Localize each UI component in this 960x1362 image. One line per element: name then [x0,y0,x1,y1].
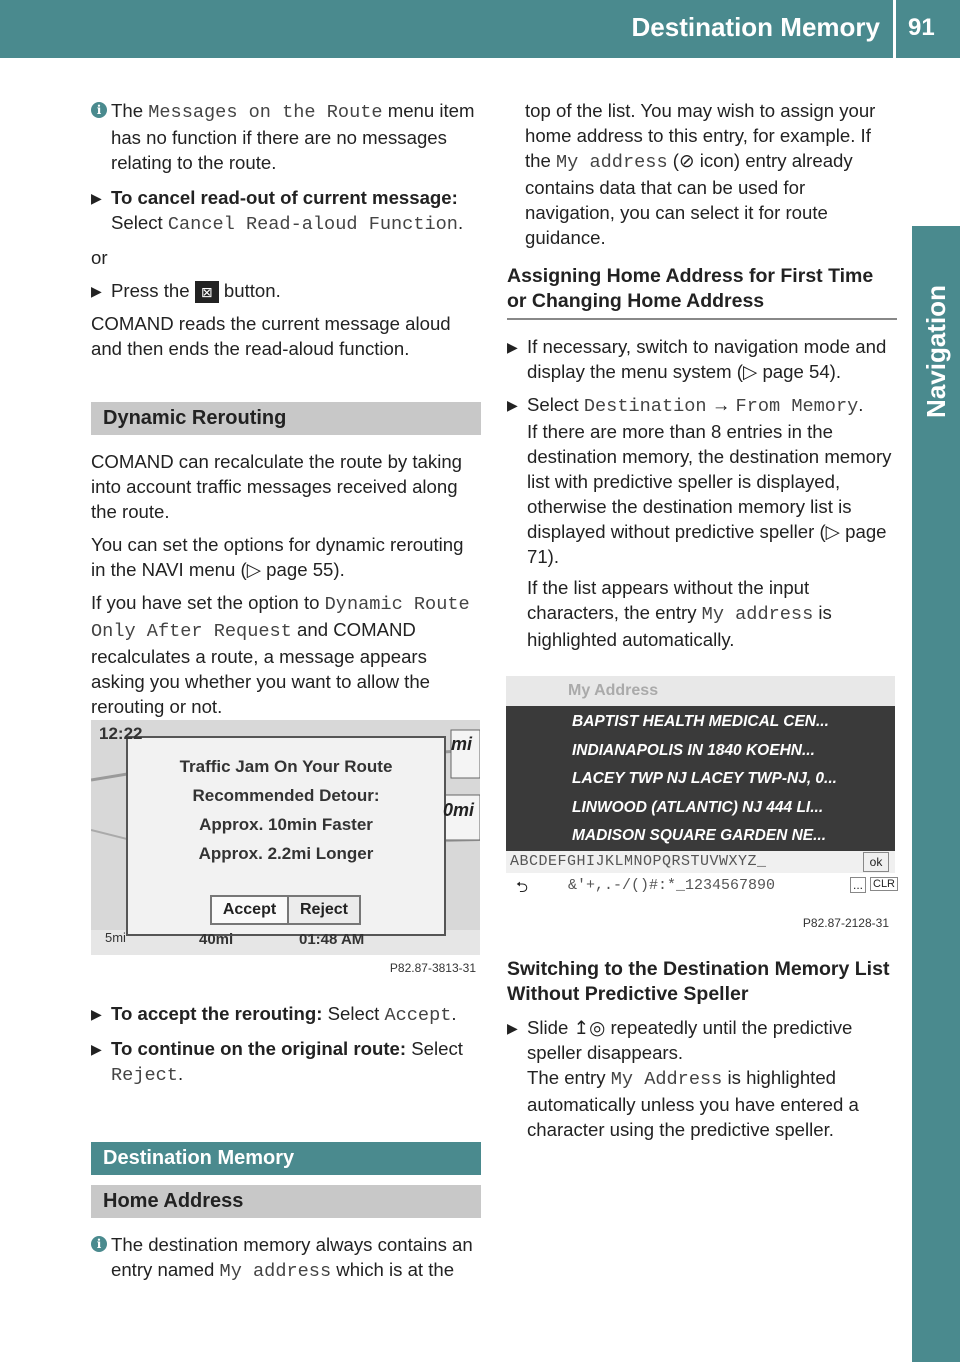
list-item[interactable]: LINWOOD (ATLANTIC) NJ 444 LI... [572,798,824,816]
paragraph: If you have set the option to Dynamic Route Only After Request and COMAND recalculates a route, a message appears asking you whether you want to allow the rerouting or not. [91,592,470,718]
paragraph: COMAND can recalculate the route by taking into account traffic messages received along the route. [91,451,463,523]
distance-label: mi [451,734,473,754]
arrow-icon: ▶ [507,397,518,413]
more-button[interactable]: ... [850,877,866,893]
instruction-item: ▶ Slide ↥◎ repeatedly until the predictive speller disappears. The entry My Address is highlighted automatically unless you have entered a character using the predictive speller. [507,1017,859,1140]
left-column-lower [91,1001,481,1284]
cancel-circle-icon: ⊘ [678,150,695,171]
paragraph: You can set the options for dynamic rerouting in the NAVI menu (▷ page 55). [91,534,464,581]
arrow-icon: ▶ [91,1006,102,1022]
back-icon[interactable]: ⮌ [516,879,529,896]
right-column [507,98,897,660]
arrival-time: 01:48 AM [299,931,365,948]
list-item[interactable]: INDIANAPOLIS IN 1840 KOEHN... [572,741,815,759]
right-column-lower [507,957,897,1150]
entry-list [506,706,895,851]
info-icon: i [91,1236,107,1252]
instruction-item: ▶ To accept the rerouting: Select Accept. [91,1003,457,1026]
info-note: i The Messages on the Route menu item has no function if there are no messages relating to the route. [91,98,481,175]
list-item[interactable]: LACEY TWP NJ LACEY TWP-NJ, 0... [572,770,837,787]
header-divider [893,0,896,58]
subheading: Assigning Home Address for First Time or Changing Home Address [507,264,897,320]
dialog-text: Traffic Jam On Your Route Recommended Detour: Approx. 10min Faster Approx. 2.2mi Longer [127,752,445,868]
mute-icon: ⊠ [195,281,219,303]
paragraph: top of the list. You may wish to assign your home address to this entry, for example. If the My address (⊘ icon) entry already contains data that can be used for navigation, you can select it for route guidance. [525,100,876,248]
side-tab-label-wrap [912,226,960,476]
instruction-item: ▶ Press the ⊠ button. [91,278,481,303]
speller-input[interactable]: My Address [506,676,895,707]
traffic-dialog-screenshot [91,720,480,980]
or-text: or [91,247,108,268]
paragraph: COMAND reads the current message aloud and then ends the read-aloud function. [91,313,451,360]
arrow-icon: ▶ [91,190,102,206]
subsection-heading: Home Address [91,1185,481,1218]
list-item[interactable]: BAPTIST HEALTH MEDICAL CEN... [572,713,829,730]
ok-button[interactable]: ok [863,852,889,872]
reject-button[interactable]: Reject [289,895,361,925]
symbol-row[interactable]: ⮌ &'+,.-/()#:*_1234567890 ... CLR [506,873,895,899]
arrow-icon: ▶ [91,1041,102,1057]
page-number: 91 [908,14,935,41]
list-item[interactable]: MADISON SQUARE GARDEN NE... [572,827,827,844]
info-icon: i [91,102,107,118]
side-tab-label: Navigation [920,284,951,418]
chapter-title: Destination Memory [631,12,880,42]
letter-row[interactable]: ABCDEFGHIJKLMNOPQRSTUVWXYZ_ ok [506,851,895,873]
accept-button[interactable]: Accept [210,895,289,925]
figure-caption: P82.87-3813-31 [389,961,476,975]
arrow-icon: ▶ [91,283,102,299]
instruction-item: ▶ Select Destination → From Memory. If there are more than 8 entries in the destination memory, the destination memory list with predictive speller is displayed, otherwise the destination memory list is displayed without predictive speller (▷ page 71). If the list appears without the input characters, the entry My address is highlighted automatically. [507,394,892,650]
scale-label: 5mi [105,930,126,945]
entries-container [572,708,837,851]
arrow-icon: ▶ [507,1020,518,1036]
section-heading: Destination Memory [91,1142,481,1175]
subheading: Switching to the Destination Memory List Without Predictive Speller [507,958,890,1005]
clear-button[interactable]: CLR [870,877,898,891]
controller-slide-icon: ↥◎ [573,1017,606,1038]
arrow-icon: ▶ [507,339,518,355]
distance-label: 0mi [443,800,475,820]
section-heading: Dynamic Rerouting [91,402,481,435]
dialog-title: Traffic Jam On Your Route [179,757,393,776]
clock-text: 12:22 [99,724,143,743]
destination-memory-screenshot [506,676,895,932]
info-note: i The destination memory always contains an entry named My address which is at the [91,1232,481,1284]
instruction-item: ▶ To cancel read-out of current message: Select Cancel Read-aloud Function. [91,187,464,235]
left-column [91,98,481,727]
figure-caption: P82.87-2128-31 [802,916,889,930]
page-header [0,0,960,58]
instruction-item: ▶ To continue on the original route: Select Reject. [91,1038,463,1086]
instruction-item: ▶ If necessary, switch to navigation mode and display the menu system (▷ page 54). [507,336,887,382]
route-distance: 40mi [199,931,234,948]
dialog-buttons [210,895,361,925]
